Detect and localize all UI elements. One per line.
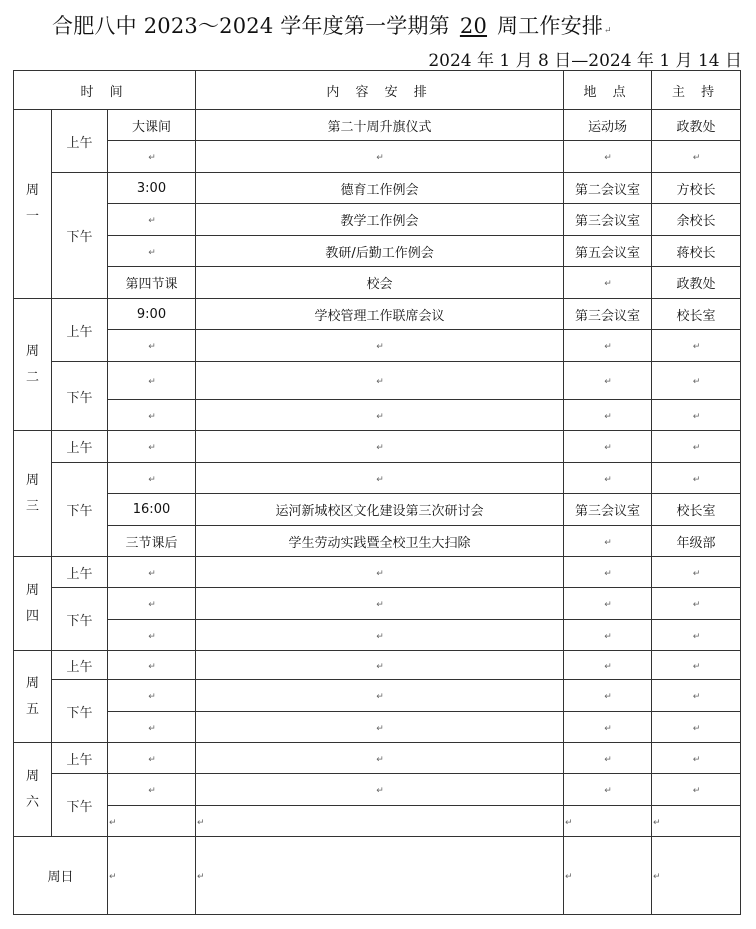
time-cell: ↵ xyxy=(108,620,196,651)
table-row xyxy=(14,680,741,712)
table-row xyxy=(14,494,741,526)
time-cell: ↵ xyxy=(108,557,196,588)
place-cell: ↵ xyxy=(564,431,652,463)
time-cell: ↵ xyxy=(108,743,196,774)
place-cell: ↵ xyxy=(564,837,652,915)
content-cell: 学生劳动实践暨全校卫生大扫除 xyxy=(196,526,564,557)
content-cell: ↵ xyxy=(196,837,564,915)
time-cell: ↵ xyxy=(108,330,196,362)
content-cell: ↵ xyxy=(196,588,564,620)
host-cell: 年级部 xyxy=(652,526,741,557)
content-cell: 校会 xyxy=(196,267,564,299)
place-cell: 第三会议室 xyxy=(564,494,652,526)
time-cell: ↵ xyxy=(108,362,196,400)
col-header-place: 地 点 xyxy=(564,71,652,110)
host-cell: ↵ xyxy=(652,712,741,743)
host-cell: ↵ xyxy=(652,651,741,680)
period-am: 上午 xyxy=(52,743,108,774)
place-cell: 第五会议室 xyxy=(564,236,652,267)
time-cell: ↵ xyxy=(108,680,196,712)
day-label-mon: 周 一 xyxy=(14,110,52,299)
time-cell: ↵ xyxy=(108,712,196,743)
host-cell: ↵ xyxy=(652,837,741,915)
time-cell: ↵ xyxy=(108,837,196,915)
content-cell: 学校管理工作联席会议 xyxy=(196,299,564,330)
place-cell: ↵ xyxy=(564,557,652,588)
period-pm: 下午 xyxy=(52,362,108,431)
table-row xyxy=(14,431,741,463)
period-am: 上午 xyxy=(52,299,108,362)
header-row xyxy=(14,71,741,110)
time-cell: ↵ xyxy=(108,651,196,680)
place-cell: ↵ xyxy=(564,680,652,712)
period-am: 上午 xyxy=(52,557,108,588)
time-cell: ↵ xyxy=(108,204,196,236)
table-row xyxy=(14,330,741,362)
table-row xyxy=(14,173,741,204)
table-row xyxy=(14,837,741,915)
place-cell: 第三会议室 xyxy=(564,204,652,236)
host-cell: 政教处 xyxy=(652,110,741,141)
place-cell: ↵ xyxy=(564,362,652,400)
col-header-content: 内 容 安 排 xyxy=(196,71,564,110)
table-row xyxy=(14,463,741,494)
place-cell: ↵ xyxy=(564,620,652,651)
content-cell: ↵ xyxy=(196,774,564,806)
table-row xyxy=(14,400,741,431)
time-cell: ↵ xyxy=(108,463,196,494)
place-cell: 第二会议室 xyxy=(564,173,652,204)
host-cell: ↵ xyxy=(652,680,741,712)
host-cell: ↵ xyxy=(652,620,741,651)
table-row xyxy=(14,526,741,557)
table-row xyxy=(14,712,741,743)
time-cell: 三节课后 xyxy=(108,526,196,557)
host-cell: ↵ xyxy=(652,362,741,400)
place-cell: ↵ xyxy=(564,400,652,431)
time-cell: ↵ xyxy=(108,400,196,431)
place-cell: ↵ xyxy=(564,651,652,680)
table-row xyxy=(14,557,741,588)
time-cell: 第四节课 xyxy=(108,267,196,299)
table-row xyxy=(14,620,741,651)
table-row xyxy=(14,743,741,774)
host-cell: 校长室 xyxy=(652,494,741,526)
content-cell: ↵ xyxy=(196,743,564,774)
host-cell: ↵ xyxy=(652,463,741,494)
time-cell: 3:00 xyxy=(108,173,196,204)
table-row xyxy=(14,110,741,141)
content-cell: ↵ xyxy=(196,330,564,362)
period-pm: 下午 xyxy=(52,680,108,743)
content-cell: 德育工作例会 xyxy=(196,173,564,204)
host-cell: ↵ xyxy=(652,330,741,362)
time-cell: ↵ xyxy=(108,806,196,837)
place-cell: ↵ xyxy=(564,267,652,299)
period-pm: 下午 xyxy=(52,173,108,299)
time-cell: ↵ xyxy=(108,431,196,463)
content-cell: ↵ xyxy=(196,557,564,588)
table-row xyxy=(14,774,741,806)
content-cell: ↵ xyxy=(196,680,564,712)
day-label-sun: 周日 xyxy=(14,837,108,915)
period-pm: 下午 xyxy=(52,463,108,557)
place-cell: 运动场 xyxy=(564,110,652,141)
content-cell: ↵ xyxy=(196,141,564,173)
place-cell: 第三会议室 xyxy=(564,299,652,330)
schedule-table xyxy=(13,70,741,915)
host-cell: 校长室 xyxy=(652,299,741,330)
content-cell: 教学工作例会 xyxy=(196,204,564,236)
place-cell: ↵ xyxy=(564,526,652,557)
table-row xyxy=(14,651,741,680)
day-label-thu: 周 四 xyxy=(14,557,52,651)
time-cell: ↵ xyxy=(108,236,196,267)
place-cell: ↵ xyxy=(564,330,652,362)
content-cell: ↵ xyxy=(196,712,564,743)
host-cell: ↵ xyxy=(652,400,741,431)
col-header-time: 时 间 xyxy=(14,71,196,110)
content-cell: ↵ xyxy=(196,806,564,837)
period-pm: 下午 xyxy=(52,588,108,651)
page-title: 合肥八中 2023～2024 学年度第一学期第 20 周工作安排↵ xyxy=(52,14,612,38)
content-cell: ↵ xyxy=(196,362,564,400)
host-cell: 余校长 xyxy=(652,204,741,236)
place-cell: ↵ xyxy=(564,743,652,774)
period-am: 上午 xyxy=(52,651,108,680)
content-cell: 第二十周升旗仪式 xyxy=(196,110,564,141)
date-range: 2024 年 1 月 8 日—2024 年 1 月 14 日 xyxy=(428,51,742,71)
time-cell: ↵ xyxy=(108,588,196,620)
place-cell: ↵ xyxy=(564,712,652,743)
host-cell: ↵ xyxy=(652,141,741,173)
day-label-sat: 周 六 xyxy=(14,743,52,837)
day-label-fri: 周 五 xyxy=(14,651,52,743)
content-cell: ↵ xyxy=(196,651,564,680)
place-cell: ↵ xyxy=(564,806,652,837)
col-header-host: 主 持 xyxy=(652,71,741,110)
host-cell: 方校长 xyxy=(652,173,741,204)
period-am: 上午 xyxy=(52,110,108,173)
place-cell: ↵ xyxy=(564,141,652,173)
table-row xyxy=(14,236,741,267)
host-cell: ↵ xyxy=(652,557,741,588)
table-row xyxy=(14,141,741,173)
time-cell: ↵ xyxy=(108,141,196,173)
content-cell: ↵ xyxy=(196,463,564,494)
period-pm: 下午 xyxy=(52,774,108,837)
table-row xyxy=(14,204,741,236)
table-row xyxy=(14,299,741,330)
host-cell: 政教处 xyxy=(652,267,741,299)
content-cell: ↵ xyxy=(196,431,564,463)
place-cell: ↵ xyxy=(564,463,652,494)
day-label-tue: 周 二 xyxy=(14,299,52,431)
host-cell: ↵ xyxy=(652,774,741,806)
place-cell: ↵ xyxy=(564,774,652,806)
table-row xyxy=(14,362,741,400)
table-row xyxy=(14,806,741,837)
time-cell: ↵ xyxy=(108,774,196,806)
content-cell: ↵ xyxy=(196,620,564,651)
period-am: 上午 xyxy=(52,431,108,463)
host-cell: ↵ xyxy=(652,743,741,774)
place-cell: ↵ xyxy=(564,588,652,620)
host-cell: ↵ xyxy=(652,588,741,620)
time-cell: 16:00 xyxy=(108,494,196,526)
host-cell: 蒋校长 xyxy=(652,236,741,267)
time-cell: 大课间 xyxy=(108,110,196,141)
day-label-wed: 周 三 xyxy=(14,431,52,557)
host-cell: ↵ xyxy=(652,806,741,837)
week-number: 20 xyxy=(459,14,488,38)
host-cell: ↵ xyxy=(652,431,741,463)
content-cell: 教研/后勤工作例会 xyxy=(196,236,564,267)
table-row xyxy=(14,267,741,299)
table-row xyxy=(14,588,741,620)
time-cell: 9:00 xyxy=(108,299,196,330)
content-cell: 运河新城校区文化建设第三次研讨会 xyxy=(196,494,564,526)
content-cell: ↵ xyxy=(196,400,564,431)
